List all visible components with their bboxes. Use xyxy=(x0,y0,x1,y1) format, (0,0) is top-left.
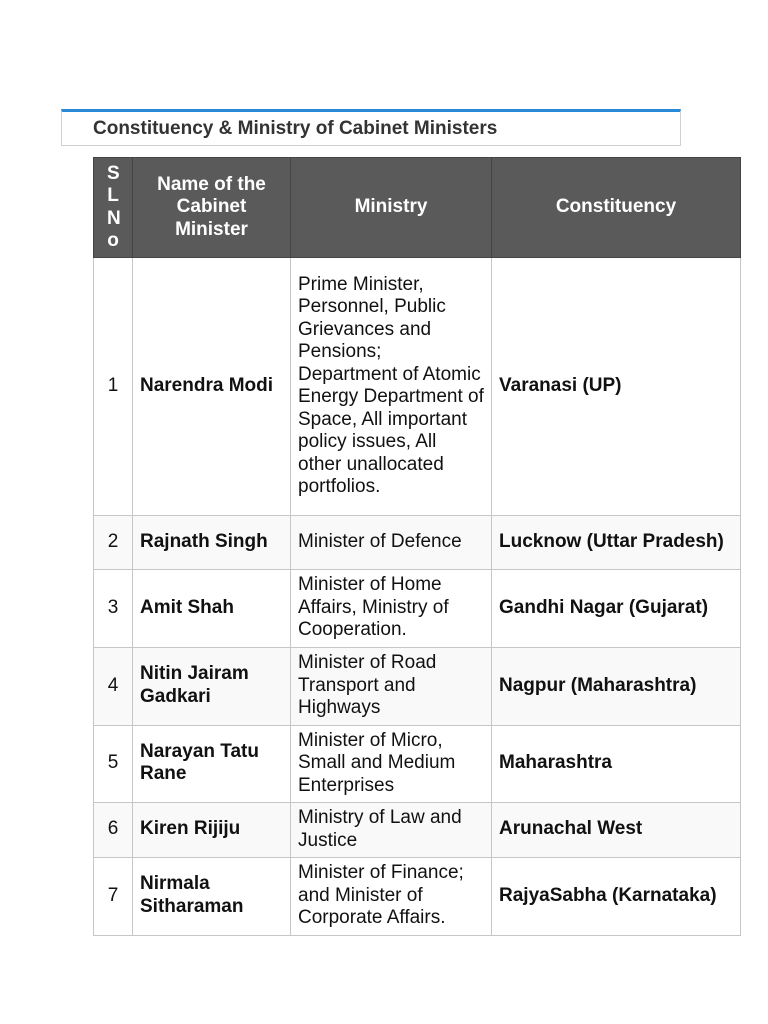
name-cell: Kiren Rijiju xyxy=(133,803,291,858)
column-header-sl-no xyxy=(94,158,133,258)
sl-cell: 4 xyxy=(94,648,133,726)
table-row xyxy=(94,858,741,936)
sl-cell: 2 xyxy=(94,516,133,570)
ministry-cell: Minister of Defence xyxy=(291,516,492,570)
page-title: Constituency & Ministry of Cabinet Ministers xyxy=(93,117,498,139)
table-row xyxy=(94,570,741,648)
ministry-cell: Prime Minister, Personnel, Public Grievances and Pensions; Department of Atomic Energy Department of Space, All important policy issues, All other unallocated portfolios. xyxy=(291,258,492,516)
ministry-cell: Minister of Home Affairs, Ministry of Cooperation. xyxy=(291,570,492,648)
sl-cell: 5 xyxy=(94,725,133,803)
ministry-cell: Minister of Road Transport and Highways xyxy=(291,648,492,726)
name-cell: Nitin Jairam Gadkari xyxy=(133,648,291,726)
sl-cell: 1 xyxy=(94,258,133,516)
sl-cell: 7 xyxy=(94,858,133,936)
constituency-cell: Arunachal West xyxy=(492,803,741,858)
constituency-cell: Varanasi (UP) xyxy=(492,258,741,516)
column-header-constituency: Constituency xyxy=(492,158,741,258)
name-cell: Narayan Tatu Rane xyxy=(133,725,291,803)
name-cell: Nirmala Sitharaman xyxy=(133,858,291,936)
constituency-cell: Lucknow (Uttar Pradesh) xyxy=(492,516,741,570)
table-row xyxy=(94,648,741,726)
column-header-ministry: Ministry xyxy=(291,158,492,258)
name-cell: Rajnath Singh xyxy=(133,516,291,570)
table-row xyxy=(94,803,741,858)
table-header-row xyxy=(94,158,741,258)
table-row xyxy=(94,725,741,803)
ministry-cell: Minister of Micro, Small and Medium Enterprises xyxy=(291,725,492,803)
ministry-cell: Ministry of Law and Justice xyxy=(291,803,492,858)
sl-cell: 3 xyxy=(94,570,133,648)
constituency-cell: Maharashtra xyxy=(492,725,741,803)
table-row xyxy=(94,258,741,516)
constituency-cell: RajyaSabha (Karnataka) xyxy=(492,858,741,936)
sl-no-header-label: SLNo xyxy=(107,162,121,251)
ministers-table xyxy=(93,157,741,936)
ministry-cell: Minister of Finance; and Minister of Corporate Affairs. xyxy=(291,858,492,936)
name-cell: Narendra Modi xyxy=(133,258,291,516)
table-row xyxy=(94,516,741,570)
name-cell: Amit Shah xyxy=(133,570,291,648)
title-box xyxy=(61,109,681,146)
constituency-cell: Gandhi Nagar (Gujarat) xyxy=(492,570,741,648)
sl-cell: 6 xyxy=(94,803,133,858)
constituency-cell: Nagpur (Maharashtra) xyxy=(492,648,741,726)
column-header-name: Name of the Cabinet Minister xyxy=(133,158,291,258)
